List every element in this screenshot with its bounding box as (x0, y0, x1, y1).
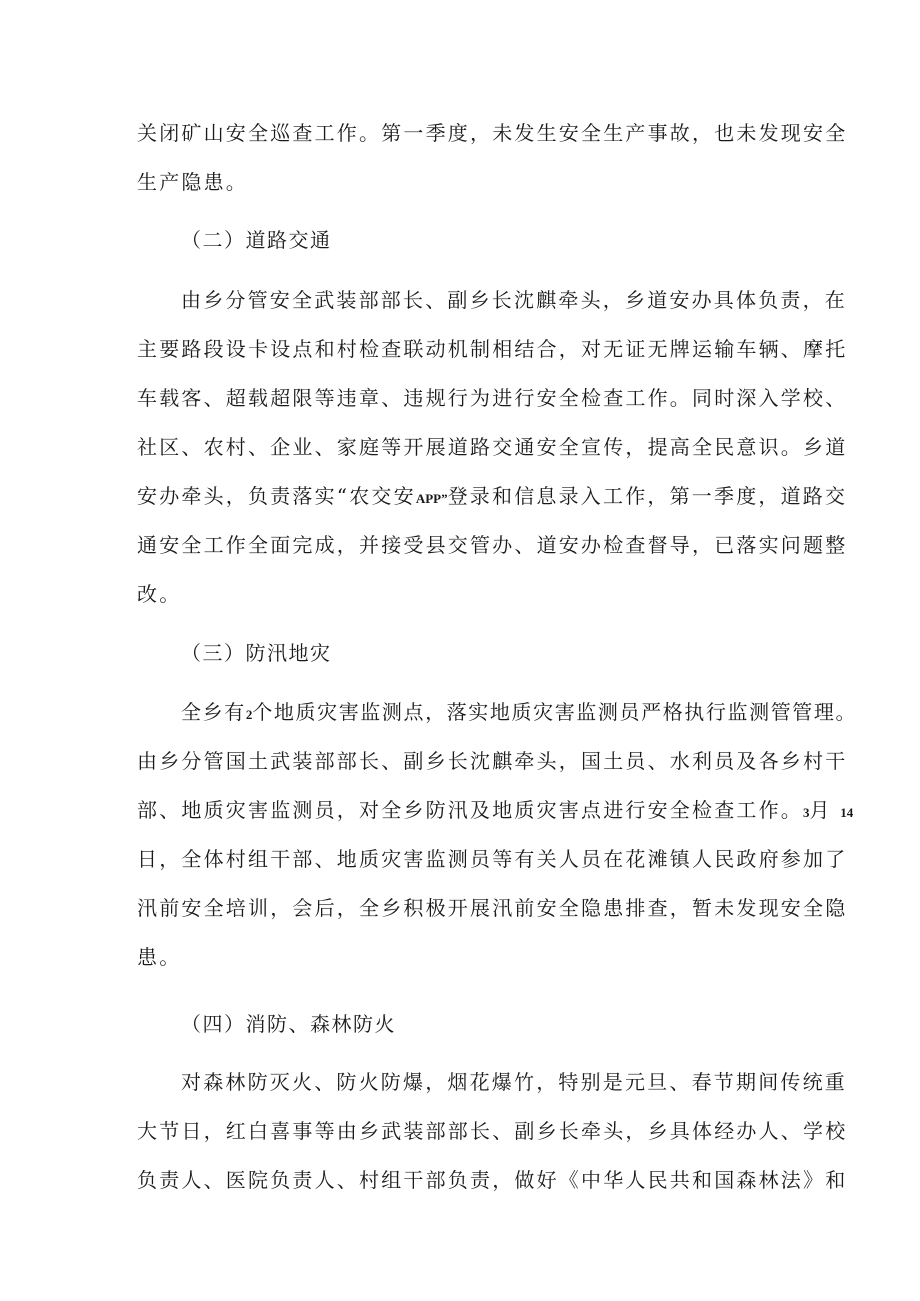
paragraph-line: 汛前安全培训，会后，全乡积极开展汛前安全隐患排查，暂未发现安全隐 (137, 896, 848, 920)
section-heading-fire: （四）消防、森林防火 (181, 1012, 396, 1036)
paragraph-line (181, 700, 858, 727)
paragraph-line: 改。 (137, 582, 182, 606)
line-text: 安办牵头，负责落实“农交安 (137, 484, 416, 508)
paragraph-line: 日，全体村组干部、地质灾害监测员等有关人员在花滩镇人民政府参加了 (137, 847, 848, 871)
paragraph-line (137, 484, 848, 511)
paragraph-line: 车载客、超载超限等违章、违规行为进行安全检查工作。同时深入学校、 (137, 386, 848, 410)
paragraph-line: 通安全工作全面完成，并接受县交管办、道安办检查督导，已落实问题整 (137, 533, 848, 557)
paragraph-line: 大节日，红白喜事等由乡武装部部长、副乡长牵头，乡具体经办人、学校 (137, 1119, 848, 1143)
number-value: 3 (803, 805, 810, 820)
paragraph-line: 患。 (137, 945, 182, 969)
line-text: 全乡有 (181, 700, 246, 724)
paragraph-line: 对森林防灭火、防火防爆，烟花爆竹，特别是元旦、春节期间传统重 (181, 1070, 847, 1094)
paragraph-line: 社区、农村、企业、家庭等开展道路交通安全宣传，提高全民意识。乡道 (137, 435, 848, 459)
paragraph-line: 负责人、医院负责人、村组干部负责，做好《中华人民共和国森林法》和 (137, 1168, 848, 1192)
section-heading-road-traffic: （二）道路交通 (181, 228, 332, 252)
paragraph-line: 主要路段设卡设点和村检查联动机制相结合，对无证无牌运输车辆、摩托 (137, 337, 848, 361)
paragraph-line: 生产隐患。 (137, 170, 248, 194)
app-label: APP” (415, 491, 448, 506)
line-text: 登录和信息录入工作，第一季度，道路交 (447, 484, 848, 508)
paragraph-line (137, 798, 854, 825)
line-text: 部、地质灾害监测员，对全乡防汛及地质灾害点进行安全检查工作。 (137, 798, 803, 822)
line-text: 月 (809, 798, 832, 822)
line-text: 个地质灾害监测点，落实地质灾害监测员严格执行监测管管理。 (252, 700, 858, 724)
number-value: 14 (840, 805, 854, 820)
paragraph-line: 由乡分管安全武装部部长、副乡长沈麒牵头，乡道安办具体负责，在 (181, 288, 847, 312)
section-heading-flood-geo: （三）防汛地灾 (181, 641, 332, 665)
paragraph-line: 由乡分管国土武装部部长、副乡长沈麒牵头，国土员、水利员及各乡村干 (137, 749, 848, 773)
number-value: 2 (245, 707, 253, 722)
paragraph-line: 关闭矿山安全巡查工作。第一季度，未发生安全生产事故，也未发现安全 (137, 121, 848, 145)
